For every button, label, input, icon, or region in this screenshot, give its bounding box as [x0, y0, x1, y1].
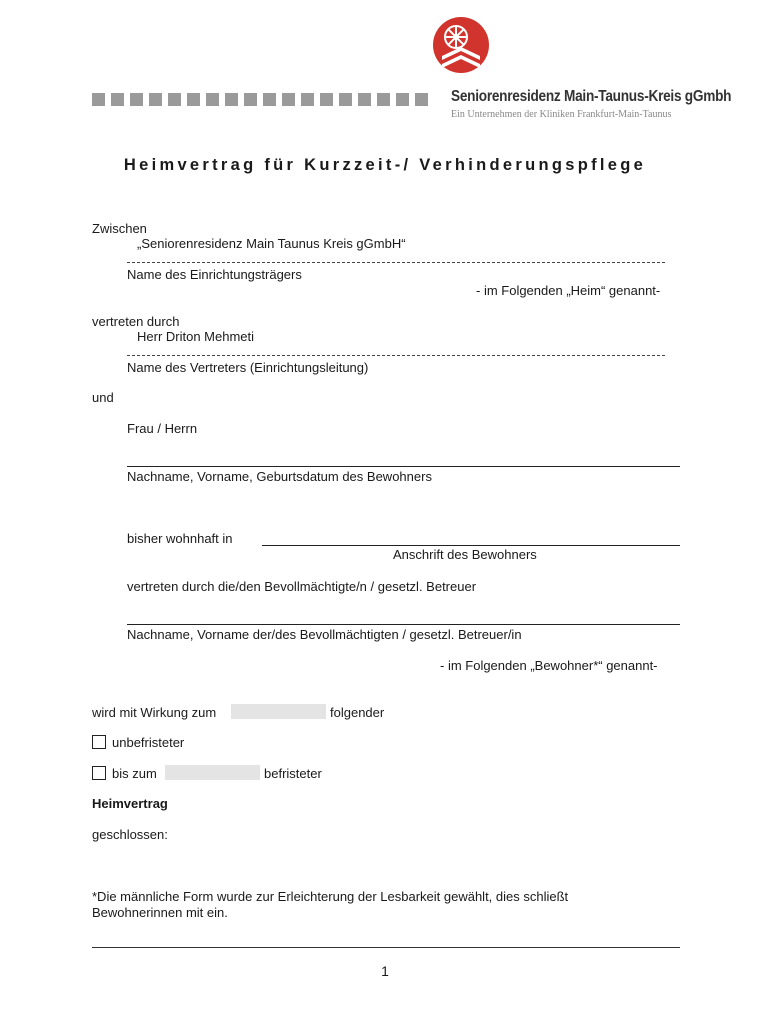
page-number: 1 — [381, 963, 389, 979]
representative-name-line — [127, 355, 665, 356]
authorized-representative-label: vertreten durch die/den Bevollmächtigte/n / gesetzl. Betreuer — [127, 579, 477, 594]
contract-label: Heimvertrag — [92, 796, 168, 811]
authorized-representative-field[interactable] — [127, 624, 680, 625]
representative-caption: Name des Vertreters (Einrichtungsleitung) — [127, 360, 369, 375]
provider-name-line — [127, 262, 665, 263]
address-caption: Anschrift des Bewohners — [393, 547, 537, 562]
representative-name: Herr Driton Mehmeti — [137, 329, 255, 344]
represented-by-label: vertreten durch — [92, 314, 180, 329]
resident-name-caption: Nachname, Vorname, Geburtsdatum des Bewohners — [127, 469, 432, 484]
footer-rule — [92, 947, 680, 948]
effective-date-field[interactable] — [231, 704, 326, 719]
limited-prefix: bis zum — [112, 766, 157, 781]
company-name: Seniorenresidenz Main-Taunus-Kreis gGmbh — [451, 88, 732, 105]
crest-logo-icon — [432, 16, 490, 74]
between-label: Zwischen — [92, 221, 147, 236]
limited-until-date-field[interactable] — [165, 765, 260, 780]
limited-checkbox[interactable] — [92, 766, 106, 780]
footnote: *Die männliche Form wurde zur Erleichterung der Lesbarkeit gewählt, dies schließt Bewohnerinnen mit ein. — [92, 889, 569, 920]
authorized-representative-caption: Nachname, Vorname der/des Bevollmächtigten / gesetzl. Betreuer/in — [127, 627, 522, 642]
concluded-label: geschlossen: — [92, 827, 168, 842]
provider-name: „Seniorenresidenz Main Taunus Kreis gGmbH“ — [137, 236, 406, 251]
salutation: Frau / Herrn — [127, 421, 198, 436]
residence-label: bisher wohnhaft in — [127, 531, 233, 546]
and-label: und — [92, 390, 114, 405]
document-title: Heimvertrag für Kurzzeit-/ Verhinderungspflege — [123, 156, 647, 174]
resident-alias: - im Folgenden „Bewohner*“ genannt- — [440, 658, 658, 673]
resident-name-field[interactable] — [127, 466, 680, 467]
resident-address-field[interactable] — [262, 545, 680, 546]
provider-caption: Name des Einrichtungsträgers — [127, 267, 302, 282]
decorative-squares — [92, 93, 428, 106]
effective-prefix: wird mit Wirkung zum — [92, 705, 217, 720]
limited-suffix: befristeter — [264, 766, 322, 781]
effective-suffix: folgender — [330, 705, 385, 720]
unlimited-checkbox[interactable] — [92, 735, 106, 749]
provider-alias: - im Folgenden „Heim“ genannt- — [476, 283, 661, 298]
company-tagline: Ein Unternehmen der Kliniken Frankfurt-Main-Taunus — [451, 109, 672, 120]
unlimited-label: unbefristeter — [112, 735, 185, 750]
